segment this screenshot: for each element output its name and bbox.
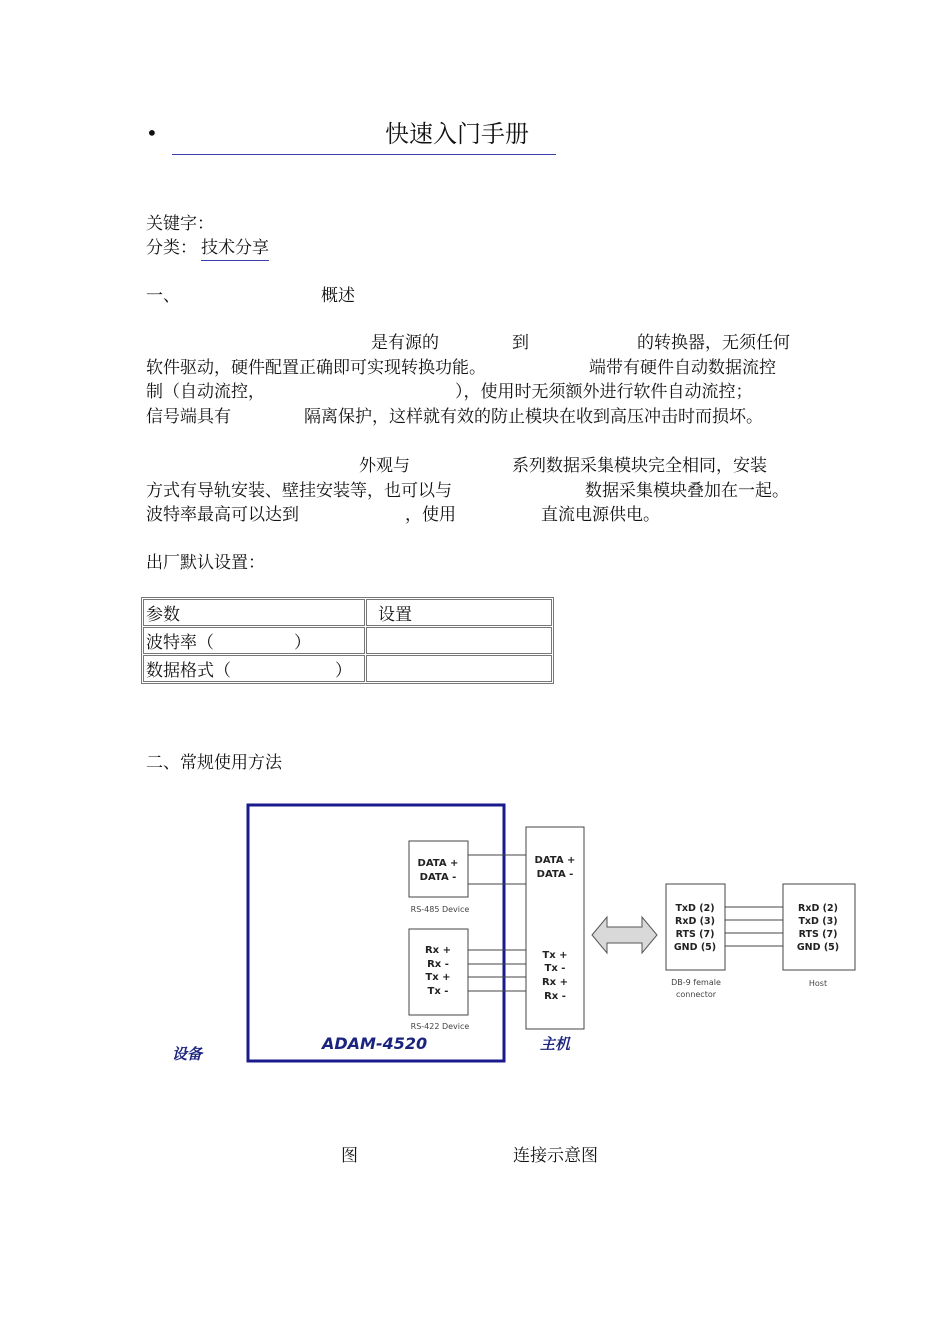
table-header-param: 参数 xyxy=(143,599,365,626)
figure-label: 图 xyxy=(341,1146,358,1166)
db9-gnd: GND (5) xyxy=(673,942,717,953)
host-gnd: GND (5) xyxy=(796,942,840,953)
rs485-data-plus: DATA + xyxy=(417,858,459,869)
db9-host-wires xyxy=(725,907,783,946)
table-header-setting xyxy=(366,599,552,626)
rs485-device-box xyxy=(409,841,468,897)
para1-line1-c: 的转换器，无须任何 xyxy=(637,333,790,353)
para2-line3-b: ，使用 xyxy=(405,505,456,525)
rs422-tx-minus: Tx - xyxy=(427,986,449,997)
para2-line1-a: 外观与 xyxy=(359,456,410,476)
rs485-wires xyxy=(468,855,526,884)
category-link[interactable]: 技术分享 xyxy=(201,236,269,261)
para2-line2-a: 方式有导轨安装、壁挂安装等，也可以与 xyxy=(146,481,452,501)
module-label: ADAM-4520 xyxy=(322,1034,428,1053)
adam-rx-plus: Rx + xyxy=(541,977,569,988)
para1-line2-a: 软件驱动，硬件配置正确即可实现转换功能。 xyxy=(146,358,486,378)
para2-line3-c: 直流电源供电。 xyxy=(541,505,660,525)
page-title: 快速入门手册 xyxy=(385,120,529,148)
para1-line3-b: ），使用时无须额外进行软件自动流控； xyxy=(455,382,753,402)
db9-txd: TxD (2) xyxy=(675,903,715,914)
table-cell-param xyxy=(143,655,365,682)
section1-number: 一、 xyxy=(146,286,180,306)
rs422-rx-plus: Rx + xyxy=(424,945,452,956)
table-row xyxy=(143,627,552,654)
rs485-caption: RS-485 Device xyxy=(410,905,470,914)
adam-data-plus: DATA + xyxy=(534,855,576,866)
db9-caption-1: DB-9 female xyxy=(671,978,721,987)
para1-line3-a: 制（自动流控， xyxy=(146,382,265,402)
connection-diagram xyxy=(160,795,880,1080)
table-cell-value xyxy=(366,655,552,682)
host-rts: RTS (7) xyxy=(798,929,838,940)
rs422-rx-minus: Rx - xyxy=(427,959,449,970)
keywords-label: 关键字： xyxy=(146,214,214,234)
section2-heading: 二、常规使用方法 xyxy=(146,753,282,773)
double-arrow-icon xyxy=(592,917,657,953)
adam-rx-minus: Rx - xyxy=(544,991,566,1002)
para2-line1-b: 系列数据采集模块完全相同，安装 xyxy=(512,456,767,476)
para1-line4-b: 隔离保护，这样就有效的防止模块在收到高压冲击时而损坏。 xyxy=(304,407,763,427)
table-header-setting-text: 设置 xyxy=(378,605,412,625)
rs422-wires xyxy=(468,950,526,991)
para1-line1-a: 是有源的 xyxy=(371,333,439,353)
table-cell-param xyxy=(143,627,365,654)
param-label: 数据格式（ xyxy=(146,661,231,681)
para1-line4-a: 信号端具有 xyxy=(146,407,231,427)
title-underline xyxy=(172,154,556,155)
adam-tx-plus: Tx + xyxy=(542,950,568,961)
param-paren: ） xyxy=(335,661,352,681)
device-label: 设备 xyxy=(172,1045,203,1063)
db9-caption-2: connector xyxy=(675,990,717,999)
para2-line2-b: 数据采集模块叠加在一起。 xyxy=(585,481,789,501)
host-caption: Host xyxy=(808,979,828,988)
figure-caption: 连接示意图 xyxy=(513,1146,598,1166)
defaults-label: 出厂默认设置： xyxy=(146,553,265,573)
para1-line1-b: 到 xyxy=(512,333,529,353)
rs485-data-minus: DATA - xyxy=(419,872,457,883)
rs422-tx-plus: Tx + xyxy=(425,972,451,983)
para1-line2-b: 端带有硬件自动数据流控 xyxy=(589,358,776,378)
default-settings-table xyxy=(141,597,554,684)
table-cell-value xyxy=(366,627,552,654)
param-label: 波特率（ xyxy=(146,633,214,653)
bullet: • xyxy=(146,121,158,145)
host-box xyxy=(783,884,855,970)
adam-data-minus: DATA - xyxy=(536,869,574,880)
para2-line3-a: 波特率最高可以达到 xyxy=(146,505,299,525)
host-txd: TxD (3) xyxy=(798,916,838,927)
db9-rts: RTS (7) xyxy=(675,929,715,940)
param-paren: ） xyxy=(294,633,311,653)
adam-tx-minus: Tx - xyxy=(544,963,566,974)
host-label: 主机 xyxy=(540,1035,571,1053)
db9-connector-box xyxy=(666,884,725,970)
rs422-caption: RS-422 Device xyxy=(410,1022,470,1031)
category-label: 分类： xyxy=(146,238,197,258)
table-row xyxy=(143,655,552,682)
db9-rxd: RxD (3) xyxy=(675,916,715,927)
section1-heading: 概述 xyxy=(321,286,355,306)
host-rxd: RxD (2) xyxy=(798,903,838,914)
table-header-row xyxy=(143,599,552,626)
